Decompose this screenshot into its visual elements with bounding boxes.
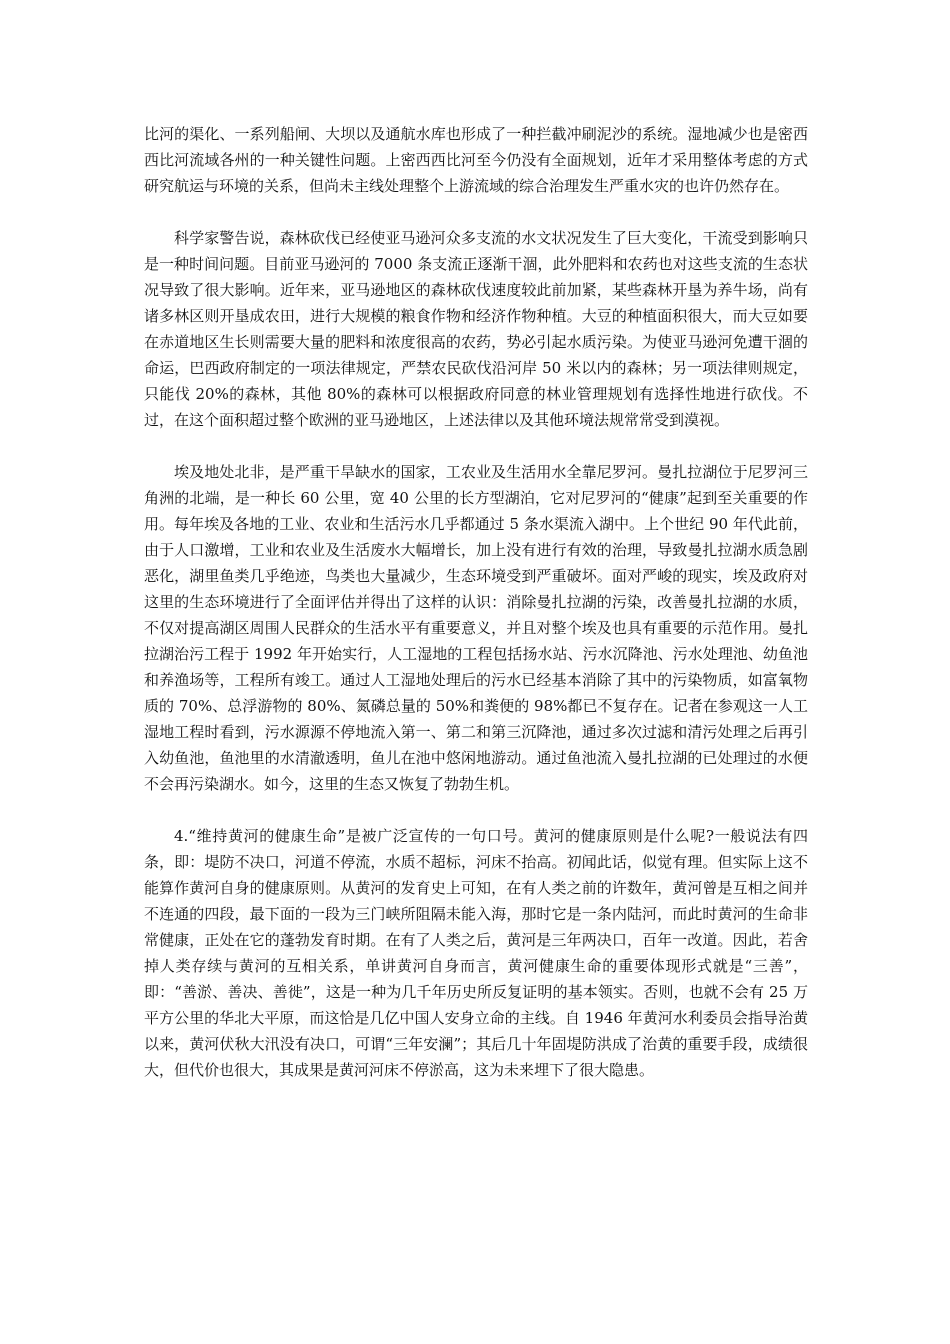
paragraph-amazon: 科学家警告说，森林砍伐已经使亚马逊河众多支流的水文状况发生了巨大变化，干流受到影响只是一种时间问题。目前亚马逊河的 7000 条支流正逐渐干涸，此外肥料和农药也对这些支流的生态状况导致了很大影响。近年来，亚马逊地区的森林砍伐速度较此前加紧，某些森林开垦为养牛场，尚有诸多林区则开垦成农田，进行大规模的粮食作物和经济作物种植。大豆的种植面积很大，而大豆如要在赤道地区生长则需要大量的肥料和浓度很高的农药，势必引起水质污染。为使亚马逊河免遭干涸的命运，巴西政府制定的一项法律规定，严禁农民砍伐沿河岸 50 米以内的森林；另一项法律则规定，只能伐 20%的森林，其他 80%的森林可以根据政府同意的林业管理规划有选择性地进行砍伐。不过，在这个面积超过整个欧洲的亚马逊地区，上述法律以及其他环境法规常常受到漠视。: [144, 229, 808, 429]
paragraph-yellow-river: 4.“维持黄河的健康生命”是被广泛宣传的一句口号。黄河的健康原则是什么呢?一般说法有四条，即：堤防不决口，河道不停流，水质不超标，河床不抬高。初闻此话，似觉有理。但实际上这不能算作黄河自身的健康原则。从黄河的发育史上可知，在有人类之前的许数年，黄河曾是互相之间并不连通的四段，最下面的一段为三门峡所阻隔未能入海，那时它是一条内陆河，而此时黄河的生命非常健康，正处在它的蓬勃发育时期。在有了人类之后，黄河是三年两决口，百年一改道。因此，若舍掉人类存续与黄河的互相关系，单讲黄河自身而言，黄河健康生命的重要体现形式就是“三善”，即：“善淤、善决、善徙”，这是一种为几千年历史所反复证明的基本领实。否则，也就不会有 25 万平方公里的华北大平原，而这恰是几亿中国人安身立命的主线。自 1946 年黄河水利委员会指导治黄以来，黄河伏秋大汛没有决口，可谓“三年安澜”；其后几十年固堤防洪成了治黄的重要手段，成绩很大，但代价也很大，其成果是黄河河床不停淤高，这为未来埋下了很大隐患。: [144, 827, 808, 1079]
paragraph-nile-manzala: 埃及地处北非，是严重干旱缺水的国家，工农业及生活用水全靠尼罗河。曼扎拉湖位于尼罗河三角洲的北端，是一种长 60 公里，宽 40 公里的长方型湖泊，它对尼罗河的“健康”起到至关重要的作用。每年埃及各地的工业、农业和生活污水几乎都通过 5 条水渠流入湖中。上个世纪 90 年代此前，由于人口激增，工业和农业及生活废水大幅增长，加上没有进行有效的治理，导致曼扎拉湖水质急剧恶化，湖里鱼类几乎绝迹，鸟类也大量减少，生态环境受到严重破坏。面对严峻的现实，埃及政府对这里的生态环境进行了全面评估并得出了这样的认识：消除曼扎拉湖的污染，改善曼扎拉湖的水质，不仅对提高湖区周围人民群众的生活水平有重要意义，并且对整个埃及也具有重要的示范作用。曼扎拉湖治污工程于 1992 年开始实行，人工湿地的工程包括扬水站、污水沉降池、污水处理池、幼鱼池和养渔场等，工程所有竣工。通过人工湿地处理后的污水已经基本消除了其中的污染物质，如富氧物质的 70%、总浮游物的 80%、氮磷总量的 50%和粪便的 98%都已不复存在。记者在参观这一人工湿地工程时看到，污水源源不停地流入第一、第二和第三沉降池，通过多次过滤和清污处理之后再引入幼鱼池，鱼池里的水清澈透明，鱼儿在池中悠闲地游动。通过鱼池流入曼扎拉湖的已处理过的水便不会再污染湖水。如今，这里的生态又恢复了勃勃生机。: [144, 463, 808, 793]
paragraph-mississippi: 比河的渠化、一系列船闸、大坝以及通航水库也形成了一种拦截冲刷泥沙的系统。湿地减少也是密西西比河流域各州的一种关键性问题。上密西西比河至今仍没有全面规划，近年才采用整体考虑的方式研究航运与环境的关系，但尚未主线处理整个上游流域的综合治理发生严重水灾的也许仍然存在。: [144, 125, 808, 195]
document-page: [144, 121, 808, 1109]
